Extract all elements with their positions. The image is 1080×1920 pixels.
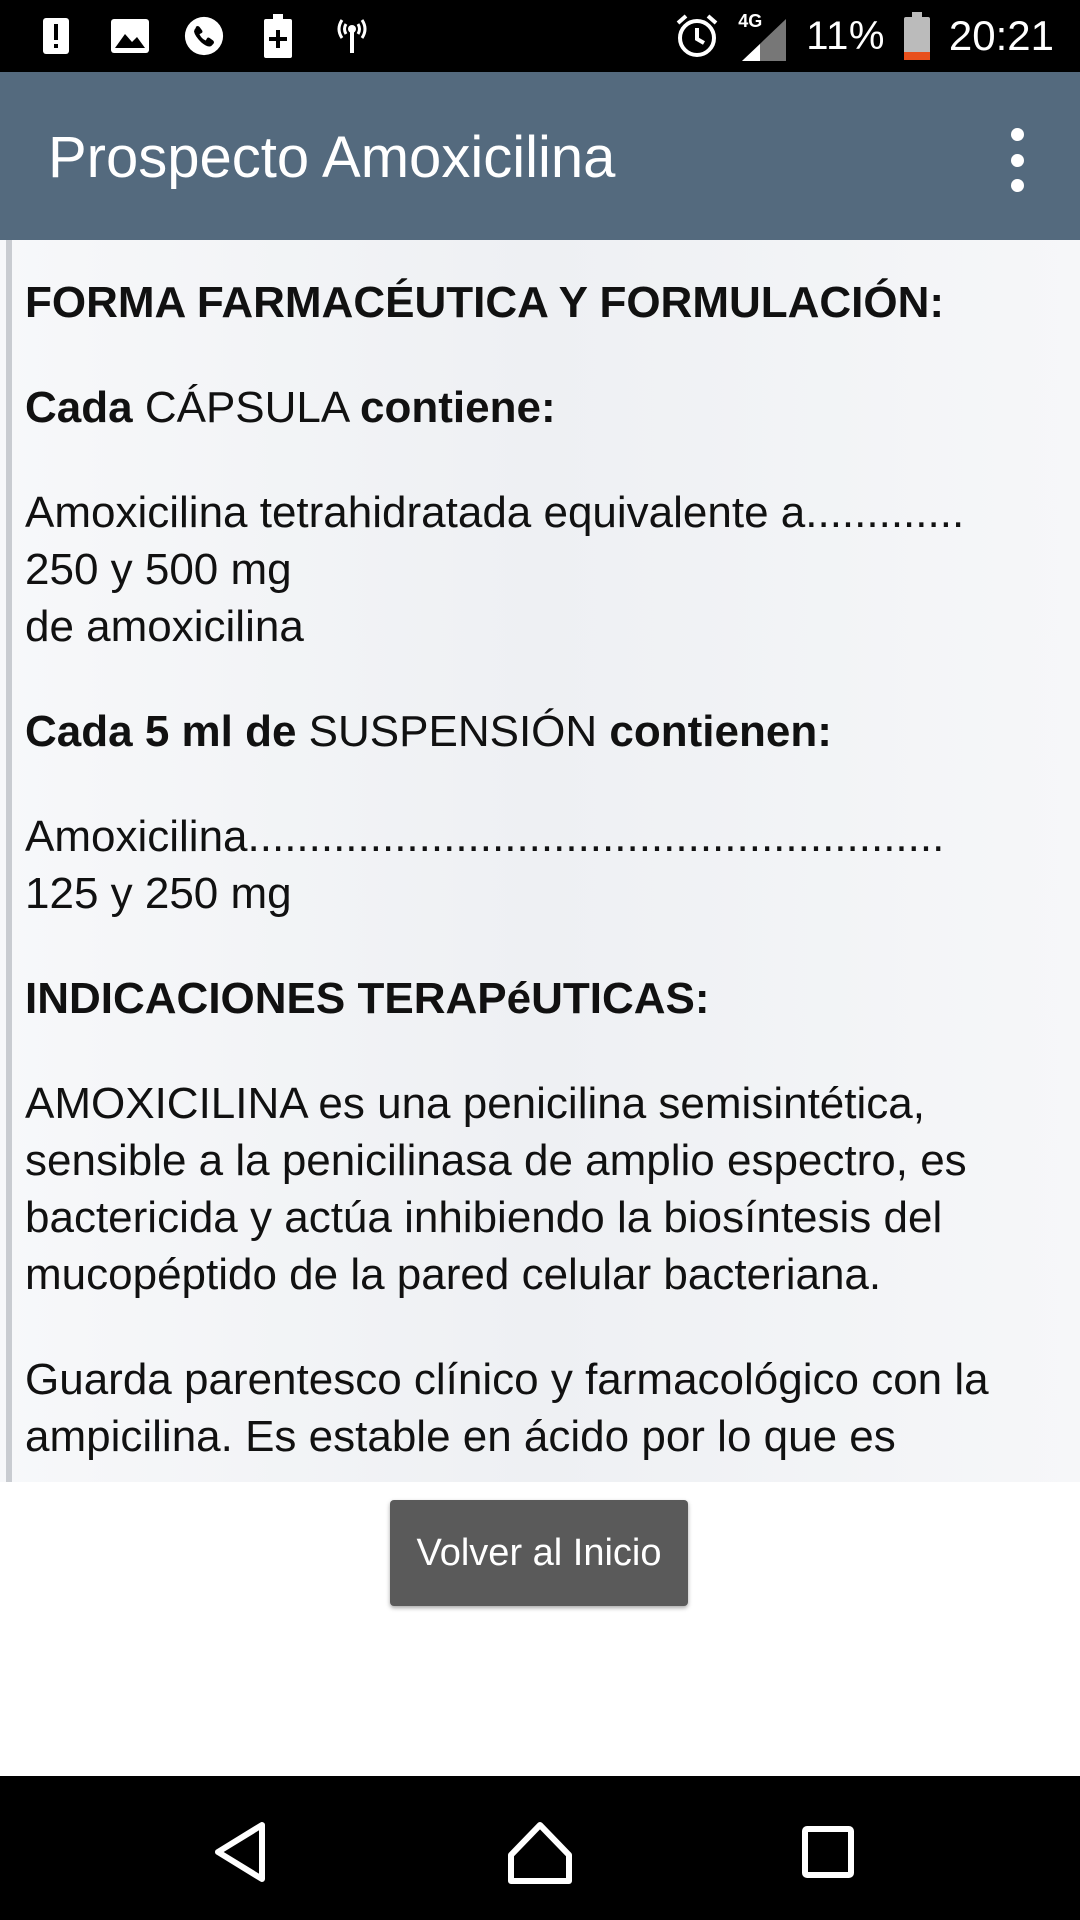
bold-text: Cada 5 ml de xyxy=(25,707,297,756)
home-icon[interactable] xyxy=(500,1812,580,1892)
suspension-formula xyxy=(25,808,1065,922)
signal-4g-icon xyxy=(738,11,788,61)
heading-text: FORMA FARMACÉUTICA Y FORMULACIÓN: xyxy=(25,278,945,327)
bold-text: contiene: xyxy=(360,383,556,432)
status-icons-right xyxy=(674,8,1054,64)
page-title: Prospecto Amoxicilina xyxy=(48,125,616,190)
heading-text: INDICACIONES TERAPéUTICAS: xyxy=(25,974,710,1023)
formula-line: 125 y 250 mg xyxy=(25,869,292,918)
normal-text: CÁPSULA xyxy=(144,383,348,432)
back-to-home-button[interactable]: Volver al Inicio xyxy=(390,1500,688,1606)
image-icon xyxy=(110,14,150,58)
battery-percent: 11% xyxy=(806,13,885,58)
app-bar xyxy=(0,72,1080,240)
navigation-bar xyxy=(0,1776,1080,1920)
status-bar xyxy=(0,0,1080,72)
battery-icon xyxy=(903,14,931,58)
formula-line: Amoxicilina tetrahidratada equivalente a............. xyxy=(25,488,965,537)
capsule-formula xyxy=(25,484,1065,655)
normal-text: SUSPENSIÓN xyxy=(308,707,598,756)
network-type: 4G xyxy=(738,11,763,31)
leaflet-text xyxy=(25,240,1065,1482)
scroll-rail xyxy=(6,240,12,1482)
overflow-dot xyxy=(1011,154,1024,167)
alert-icon xyxy=(36,14,76,58)
paragraph: Guarda parentesco clínico y farmacológico con la ampicilina. Es estable en ácido por lo que es xyxy=(25,1355,989,1461)
capsule-intro xyxy=(25,379,1065,436)
phone-icon xyxy=(184,14,224,58)
bold-text: Cada xyxy=(25,383,133,432)
battery-saver-icon xyxy=(258,14,298,58)
paragraph: AMOXICILINA es una penicilina semisintética, sensible a la penicilinasa de amplio espectro, es bactericida y actúa inhibiendo la biosíntesis del mucopéptido de la pared celular bacteriana. xyxy=(25,1079,967,1299)
formula-line: 250 y 500 mg xyxy=(25,545,292,594)
formula-line: Amoxicilina......................................................... xyxy=(25,812,945,861)
overflow-dot xyxy=(1011,128,1024,141)
bold-text: contienen: xyxy=(609,707,832,756)
alarm-icon xyxy=(674,14,720,58)
section-heading xyxy=(25,240,1065,331)
formula-line: de amoxicilina xyxy=(25,602,304,651)
overflow-menu-icon[interactable] xyxy=(990,124,1044,196)
suspension-intro xyxy=(25,703,1065,760)
hotspot-icon xyxy=(332,14,372,58)
status-icons-left xyxy=(36,12,372,60)
clock: 20:21 xyxy=(948,12,1054,59)
back-icon[interactable] xyxy=(200,1812,280,1892)
section-heading xyxy=(25,970,1065,1027)
recents-icon[interactable] xyxy=(788,1812,868,1892)
leaflet-scroll-view[interactable] xyxy=(0,240,1080,1482)
overflow-dot xyxy=(1011,179,1024,192)
